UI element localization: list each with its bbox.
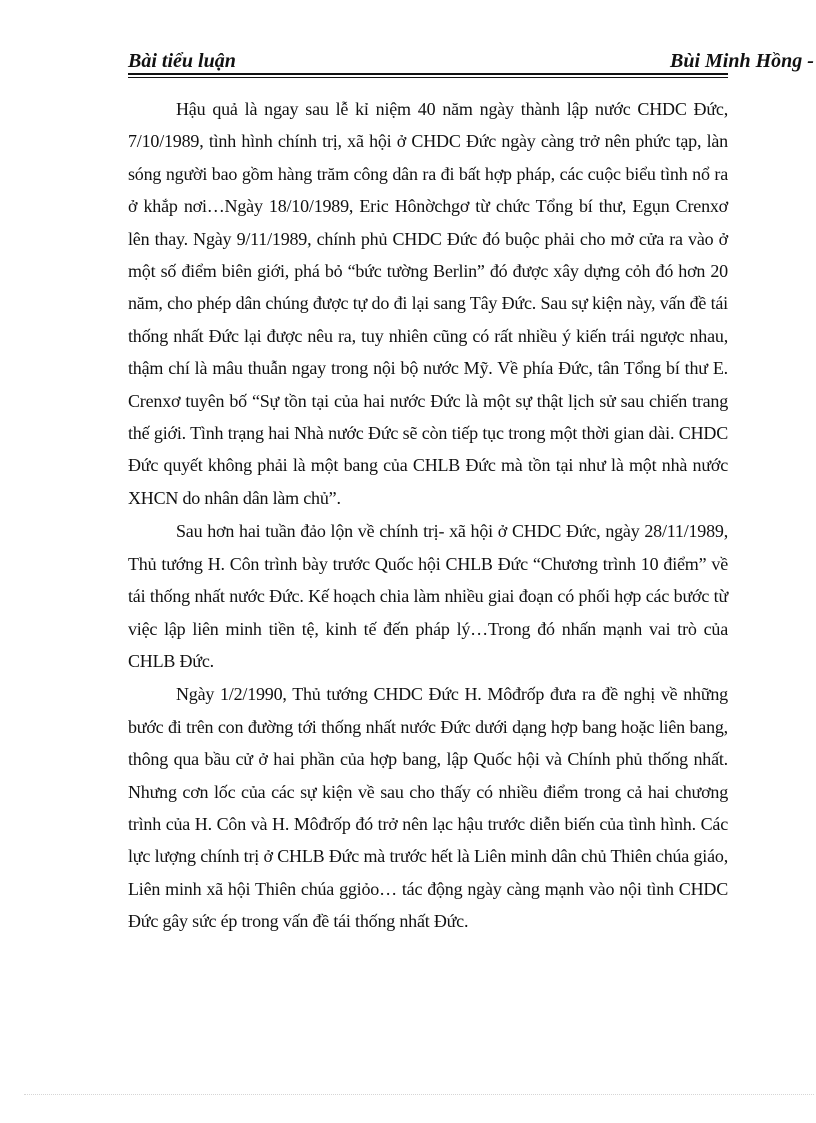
header-rule-thin — [128, 77, 728, 78]
paragraph: Sau hơn hai tuần đảo lộn về chính trị- xã hội ở CHDC Đức, ngày 28/11/1989, Thủ tướng H. Côn trình bày trước Quốc hội CHLB Đức “Chương trình 10 điểm” về tái thống nhất nước Đức. Kế hoạch chia làm nhiều giai đoạn có phối hợp các bước từ việc lập liên minh tiền tệ, kinh tế đến pháp lý…Trong đó nhấn mạnh vai trò của CHLB Đức. — [128, 521, 728, 671]
page-header — [128, 48, 816, 74]
header-title: Bài tiểu luận — [128, 50, 236, 72]
paragraph: Ngày 1/2/1990, Thủ tướng CHDC Đức H. Môđrốp đưa ra đề nghị về những bước đi trên con đường tới thống nhất nước Đức dưới dạng hợp bang hoặc liên bang, thông qua bầu cử ở hai phần của hợp bang, lập Quốc hội và Chính phủ thống nhất. Nhưng cơn lốc của các sự kiện về sau cho thấy có nhiều điểm trong cả hai chương trình của H. Côn và H. Môđrốp đó trở nên lạc hậu trước diễn biến của tình hình. Các lực lượng chính trị ở CHLB Đức mà trước hết là Liên minh dân chủ Thiên chúa giáo, Liên minh xã hội Thiên chúa ggiỏo… tác động ngày càng mạnh vào nội tình CHDC Đức gây sức ép trong vấn đề tái thống nhất Đức. — [128, 684, 728, 932]
page-footer-divider — [24, 1094, 814, 1095]
header-rule-thick — [128, 73, 728, 75]
header-author: Bùi Minh Hồng - — [670, 50, 814, 72]
paragraph: Hậu quả là ngay sau lễ kỉ niệm 40 năm ngày thành lập nước CHDC Đức, 7/10/1989, tình hình chính trị, xã hội ở CHDC Đức ngày càng trở nên phức tạp, làn sóng người bao gồm hàng trăm công dân ra đi bất hợp pháp, các cuộc biểu tình nổ ra ở khắp nơi…Ngày 18/10/1989, Eric Hônờchgơ từ chức Tổng bí thư, Egụn Crenxơ lên thay. Ngày 9/11/1989, chính phủ CHDC Đức đó buộc phải cho mở cửa ra vào ở một số điểm biên giới, phá bỏ “bức tường Berlin” đó được xây dựng cỏh đó hơn 20 năm, cho phép dân chúng được tự do đi lại sang Tây Đức. Sau sự kiện này, vấn đề tái thống nhất Đức lại được nêu ra, tuy nhiên cũng có rất nhiều ý kiến trái ngược nhau, thậm chí là mâu thuẫn ngay trong nội bộ nước Mỹ. Về phía Đức, tân Tổng bí thư E. Crenxơ tuyên bố “Sự tồn tại của hai nước Đức là một sự thật lịch sử sau chiến trang thế giới. Tình trạng hai Nhà nước Đức sẽ còn tiếp tục trong một thời gian dài. CHDC Đức quyết không phải là một bang của CHLB Đức mà tồn tại như là một nhà nước XHCN do nhân dân làm chủ”. — [128, 99, 728, 508]
document-body — [128, 93, 728, 939]
